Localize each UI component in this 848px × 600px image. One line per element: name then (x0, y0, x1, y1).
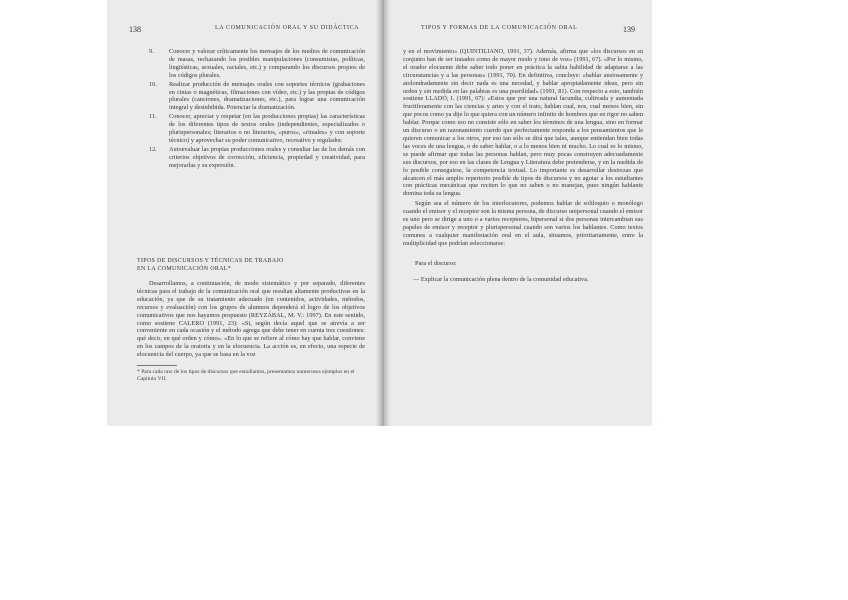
book-gutter (376, 0, 390, 426)
section-heading (137, 258, 337, 273)
paragraph: Según sea el número de los interlocutores, podemos hablar de soliloquio o monólogo cuando el emisor y el receptor son la misma persona, de discurso unipersonal cuando el emisor es uno pero se dirige a uno o a varios receptores, bipersonal si dos personas intercambian sus papeles de emisor y receptor y plurispersonal cuando son varios los hablantes. Como textos comunes a cualquier manifestación oral en el aula, situamos, prioritariamente, entre la multiplicidad que podrían seleccionarse: (403, 200, 643, 247)
left-page (107, 0, 379, 426)
list-item-text: Realizar producción de mensajes orales con soportes técnicos (grabaciones en cintas o magnéticas, filmaciones con vídeo, etc.) y las propias de códigos plurales (canciones, dramatizaciones, etc.), para lograr una comunicación integral y desinhibida. Potenciar la dramatización. (169, 80, 365, 112)
running-head-left: LA COMUNICACIÓN ORAL Y SU DIDÁCTICA (215, 25, 360, 31)
list-item-text: Conocer, apreciar y respetar (en las producciones propias) las características de los diferentes tipos de textos orales (independientes, especializados o plurispersonales; literarios o no literarios, «puros», «rituales» y con soporte técnico) y aprovechar su poder comunicativo, recreativo y regulador. (169, 113, 365, 144)
right-page (389, 0, 652, 426)
list-item-number: 9. (149, 48, 154, 55)
page-number-right: 139 (623, 25, 635, 34)
objectives-list (145, 48, 365, 171)
list-item-text: Conocer y valorar críticamente los mensajes de los medios de comunicación de masas, rechazando los posibles manipulaciones (consumistas, políticas, lingüísticas, sexuales, raciales, etc.) y comparando los discursos propios de los códigos plurales. (169, 48, 365, 79)
section-heading-line: TIPOS DE DISCURSOS Y TÉCNICAS DE TRABAJO (137, 258, 284, 264)
body-text-right (403, 48, 643, 283)
page-number-left: 138 (129, 25, 141, 34)
list-item-number: 11. (149, 113, 157, 121)
list-item (145, 81, 365, 113)
subheading: Para el discurso: (415, 259, 457, 267)
footnote: * Para cada uno de los tipos de discursos que estudiamos, presentamos numerosos ejemplos en el Capítulo VII. (137, 369, 355, 382)
paragraph: y en el movimiento» (QUINTILIANO, 1991, 37). Además, afirma que «los discursos en su conjunto han de ser tratados como de mayor modo y tono de voz» (1991, 67). «Por lo mismo, el orador elocuente debe saber todo poner en práctica la sabia habilidad de adaptarse a las circunstancias y a las personas» (1991, 70). En definitiva, concluye: «hablar ansiosamente y atolondradamente sin decir nada es una necedad, y hablar apropiadamente ideas, pero sin orden y sin medida en las palabras es una puerilidad» (1991, 81). Con respecto a esto, también sostiene LLADÓ, I. (1991, 67): «Estos que por una natural facundia, cultivada y aumentada fructiferamente con las ciencias y artes y con el trato, hablan cual, nos, cual menos bien, sin que pocos como ya dije lo que quiera con un número infinito de hombres que en rigor no saben hablar. Porque como eso no consiste sólo en saber los términos de una lengua, sino en formar un discurso o un razonamiento cuerdo que perfectamente responda a los pensamientos que le quieren comunicar a los otros, por eso tan sólo se dirá que tales, aunque entiendan bien todas las voces de una lengua, o de saber hablar, o a lo menos bien ni mucho. Lo cual es lo mismo, se puede afirmar que todas las personas hablan, pero muy pocas construyen adecuadamente sus discursos, por eso en las clases de Lengua y Literatura debe pretenderse, y en la medida de lo posible conseguirse, la competencia textual. Lo importante es desarrollar destrezas que alcancen el más amplio repertorio posible de tipos de discursos y no agotar a los estudiantes con prácticas mecánicas que reciten lo que no saben o no manejan, pues ningún hablante domina toda su lengua. (403, 48, 643, 198)
list-item-text: Autoevaluar las propias producciones orales y consultar las de los demás con criterios objetivos de corrección, eficiencia, propiedad y creatividad, para mejorarlas y su expresión. (169, 145, 365, 169)
dash-item: — Explicar la comunicación plena dentro de la comunidad educativa. (413, 275, 589, 283)
list-item (145, 113, 365, 145)
paragraph: Desarrollamos, a continuación, de modo sistemático y por separado, diferentes técnicas para el trabajo de la comunicación oral que resultan altamente productivas en la educación, ya que de su tratamiento adecuado (en contenidos, actividades, métodos, recursos y evaluación) con los grupos de alumnos dependerá el logro de los objetivos comunicativos que nos hayamos propuesto (REYZÁBAL, M. V.: 1997). En este sentido, como sostiene CALERO (1991, 23): «Si, según decía aquel que se atrevía a ser conveniente en cada ocasión y el método agrega que debe tener en cuenta tres cuestiones: qué decir, en qué orden y cómo». «En lo que se refiere al cómo hay que hablar, conviene en los campos de la oratoria y en la elocuencia. La acción es, en efecto, una especie de elocuencia del cuerpo, ya que se basa en la voz (137, 280, 365, 359)
book-spread (107, 0, 652, 426)
body-text-left (137, 280, 365, 359)
list-item-number: 12. (149, 145, 157, 153)
running-head-right: TIPOS Y FORMAS DE LA COMUNICACIÓN ORAL (421, 25, 578, 31)
list-item (145, 48, 365, 80)
footnote-rule (137, 365, 177, 366)
list-item-number: 10. (149, 80, 157, 88)
list-item (145, 146, 365, 170)
section-heading-line: EN LA COMUNICACIÓN ORAL* (137, 265, 232, 272)
